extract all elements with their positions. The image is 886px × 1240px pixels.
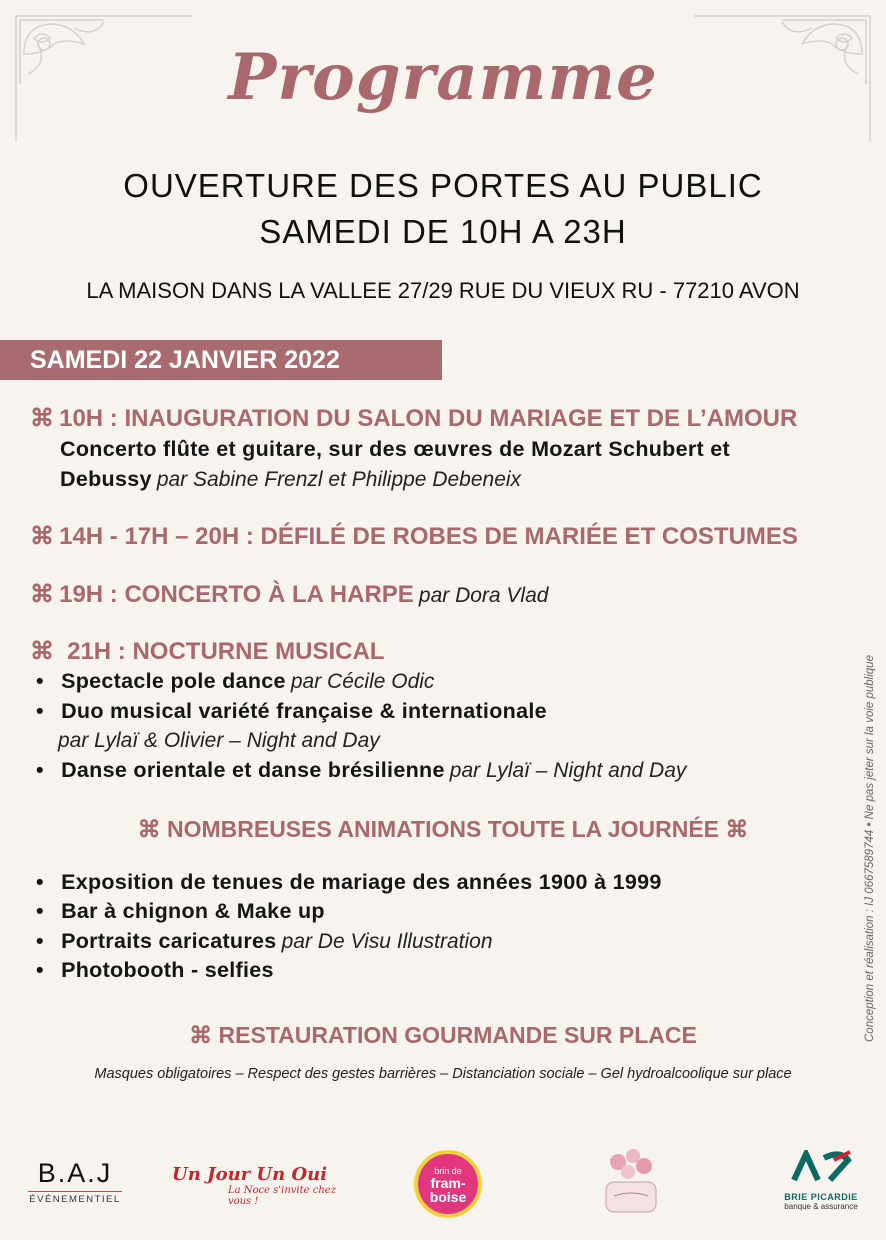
list-item — [36, 699, 547, 724]
event-defile — [30, 522, 798, 551]
ujuo-logo-tagline: La Noce s'invite chez vous ! — [228, 1185, 336, 1207]
event-title: 14H - 17H – 20H : DÉFILÉ DE ROBES DE MARIÉE ET COSTUMES — [59, 523, 798, 550]
page-title: Programme — [228, 40, 658, 115]
restauration-heading — [0, 1022, 886, 1049]
list-item — [36, 929, 493, 954]
restauration-title: RESTAURATION GOURMANDE SUR PLACE — [218, 1022, 697, 1048]
performer-credit: par Lylaï & Olivier – Night and Day — [58, 729, 380, 752]
event-description-cont — [60, 467, 521, 492]
list-item-text: Bar à chignon & Make up — [61, 899, 325, 923]
performer-credit: par Cécile Odic — [290, 670, 435, 693]
performer-credit: par De Visu Illustration — [281, 930, 493, 953]
list-item — [36, 870, 662, 895]
bullet-icon: • — [36, 929, 44, 953]
event-title: 21H : NOCTURNE MUSICAL — [67, 638, 385, 665]
venue-address: LA MAISON DANS LA VALLEE 27/29 RUE DU VIEUX RU - 77210 AVON — [86, 278, 800, 303]
command-marker-icon: ⌘ — [30, 581, 54, 608]
opening-hours: SAMEDI DE 10H A 23H — [259, 213, 627, 250]
command-marker-icon: ⌘ — [137, 816, 161, 842]
bullet-icon: • — [36, 870, 44, 894]
bullet-icon: • — [36, 958, 44, 982]
bullet-icon: • — [36, 669, 44, 693]
command-marker-icon: ⌘ — [30, 405, 54, 432]
ca-name: BRIE PICARDIE — [784, 1192, 858, 1202]
event-title: 10H : INAUGURATION DU SALON DU MARIAGE ET DE L’AMOUR — [59, 405, 798, 432]
animations-heading — [0, 816, 886, 843]
baj-logo-sub: ÉVÉNEMENTIEL — [28, 1191, 122, 1205]
list-item — [36, 958, 274, 983]
credit-agricole-logo — [782, 1150, 860, 1211]
list-item-text: Photobooth - selfies — [61, 958, 274, 982]
baj-logo-text: B.A.J — [37, 1158, 113, 1188]
opening-headline: OUVERTURE DES PORTES AU PUBLIC — [123, 167, 763, 204]
roses-logo-icon — [600, 1146, 662, 1220]
bullet-icon: • — [36, 699, 44, 723]
brin-logo-mid: fram- — [430, 1175, 466, 1191]
command-marker-icon: ⌘ — [30, 523, 54, 550]
event-title: 19H : CONCERTO À LA HARPE — [59, 581, 414, 608]
list-item-text: Danse orientale et danse brésilienne — [61, 758, 445, 782]
list-item-text: Portraits caricatures — [61, 929, 277, 953]
performer-credit: par Lylaï – Night and Day — [449, 759, 687, 782]
performer-credit: par Dora Vlad — [418, 584, 549, 607]
ujuo-logo-text: Un Jour Un Oui — [172, 1164, 328, 1185]
ca-mark-icon — [790, 1150, 852, 1186]
command-marker-icon: ⌘ — [725, 816, 749, 842]
un-jour-un-oui-logo — [172, 1164, 352, 1207]
event-harpe — [30, 580, 548, 609]
list-item-text: Exposition de tenues de mariage des années 1900 à 1999 — [61, 870, 662, 894]
bullet-icon: • — [36, 899, 44, 923]
date-banner: SAMEDI 22 JANVIER 2022 — [0, 340, 442, 380]
list-item-text: Duo musical variété française & internationale — [61, 699, 547, 723]
list-item — [36, 758, 686, 783]
ca-sub: banque & assurance — [784, 1202, 858, 1211]
animations-title: NOMBREUSES ANIMATIONS TOUTE LA JOURNÉE — [166, 816, 720, 842]
event-description-text: Debussy — [60, 467, 152, 491]
performer-credit: par Sabine Frenzl et Philippe Debeneix — [156, 468, 522, 491]
bullet-icon: • — [36, 758, 44, 782]
command-marker-icon: ⌘ — [30, 638, 54, 665]
event-nocturne — [30, 637, 384, 666]
event-description: Concerto flûte et guitare, sur des œuvres de Mozart Schubert et — [60, 437, 730, 461]
sanitary-notes: Masques obligatoires – Respect des gestes barrières – Distanciation sociale – Gel hydroalcoolique sur place — [94, 1066, 792, 1082]
brin-logo-top: brin de — [434, 1166, 462, 1176]
command-marker-icon: ⌘ — [189, 1022, 213, 1048]
event-inauguration — [30, 404, 797, 433]
brin-de-framboise-logo — [414, 1150, 482, 1218]
credits-vertical: Conception et réalisation : IJ 0667589744 • Ne pas jeter sur la voie publique — [864, 655, 876, 1042]
baj-logo — [28, 1158, 122, 1205]
list-item — [36, 899, 325, 924]
list-item-text: Spectacle pole dance — [61, 669, 286, 693]
list-item — [36, 669, 434, 694]
brin-logo-bottom: boise — [429, 1189, 467, 1205]
list-item-credit — [58, 729, 380, 753]
